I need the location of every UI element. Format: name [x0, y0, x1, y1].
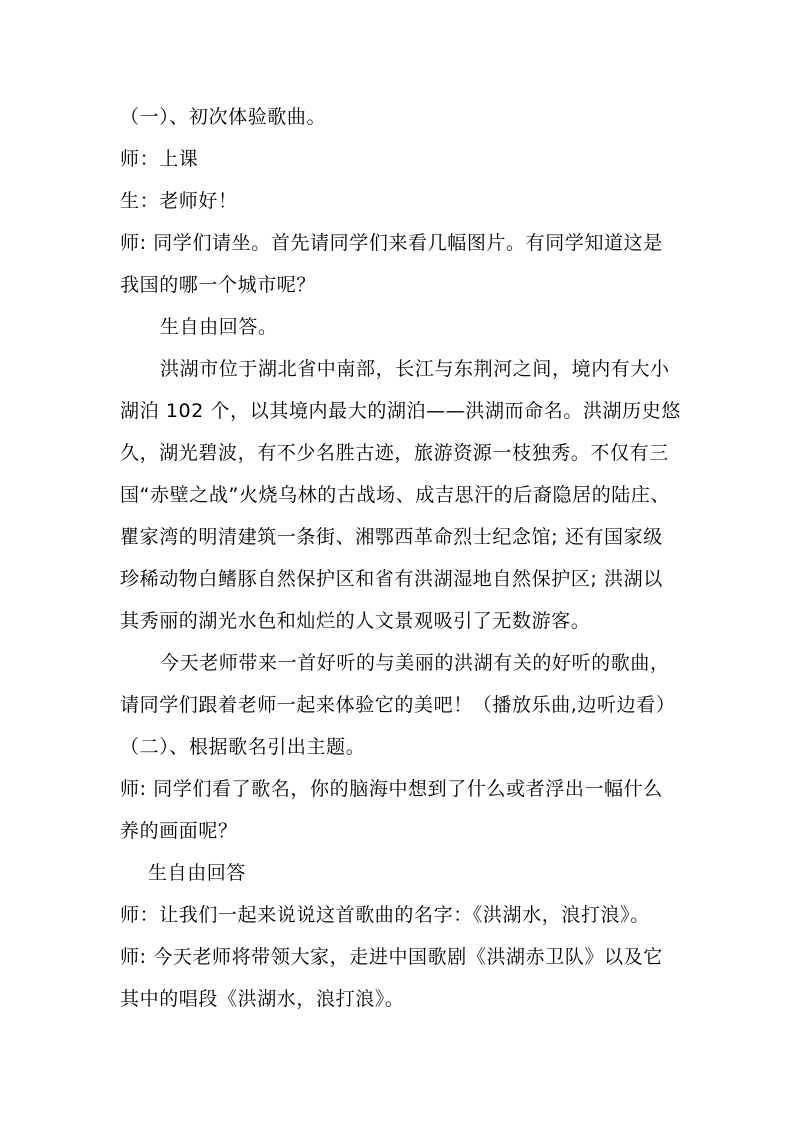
teacher-question-line-2: 我国的哪一个城市呢？ — [120, 274, 317, 296]
intro-line-1: 今天老师带来一首好听的与美丽的洪湖有关的好听的歌曲， — [160, 652, 670, 674]
student-answer-line: 生自由回答。 — [160, 316, 278, 338]
paragraph-line-7: 其秀丽的湖光水色和灿烂的人文景观吸引了无数游客。 — [120, 610, 591, 632]
teacher-opera-line-2: 其中的唱段《洪湖水，浪打浪》。 — [120, 988, 405, 1010]
teacher-song-title-line: 师：让我们一起来说说这首歌曲的名字：《洪湖水，浪打浪》。 — [120, 904, 650, 926]
paragraph-line-5: 瞿家湾的明清建筑一条街、湘鄂西革命烈士纪念馆; 还有国家级 — [120, 526, 663, 548]
student-answer-line-2: 生自由回答 — [148, 862, 247, 884]
section-heading-2: （二）、根据歌名引出主题。 — [120, 736, 366, 758]
paragraph-line-1: 洪湖市位于湖北省中南部，长江与东荆河之间，境内有大小 — [160, 358, 670, 380]
teacher-prompt-line-1: 师: 同学们看了歌名，你的脑海中想到了什么或者浮出一幅什么 — [120, 778, 663, 800]
section-heading-1: （一）、初次体验歌曲。 — [120, 106, 327, 128]
paragraph-line-3: 久，湖光碧波，有不少名胜古迹，旅游资源一枝独秀。不仅有三 — [120, 442, 669, 464]
teacher-opera-line-1: 师: 今天老师将带领大家，走进中国歌剧《洪湖赤卫队》以及它 — [120, 946, 663, 968]
teacher-line: 师：上课 — [120, 148, 199, 170]
teacher-question-line-1: 师: 同学们请坐。首先请同学们来看几幅图片。有同学知道这是 — [120, 232, 663, 254]
paragraph-line-2: 湖泊 102 个，以其境内最大的湖泊——洪湖而命名。洪湖历史悠 — [120, 400, 681, 422]
student-line: 生：老师好！ — [120, 190, 238, 212]
intro-line-2: 请同学们跟着老师一起来体验它的美吧！（播放乐曲,边听边看） — [120, 694, 676, 716]
teacher-prompt-line-2: 养的画面呢？ — [120, 820, 238, 842]
paragraph-line-6: 珍稀动物白鳍豚自然保护区和省有洪湖湿地自然保护区; 洪湖以 — [120, 568, 663, 590]
paragraph-line-4: 国“赤壁之战”火烧乌林的古战场、成吉思汗的后裔隐居的陆庄、 — [120, 484, 671, 506]
